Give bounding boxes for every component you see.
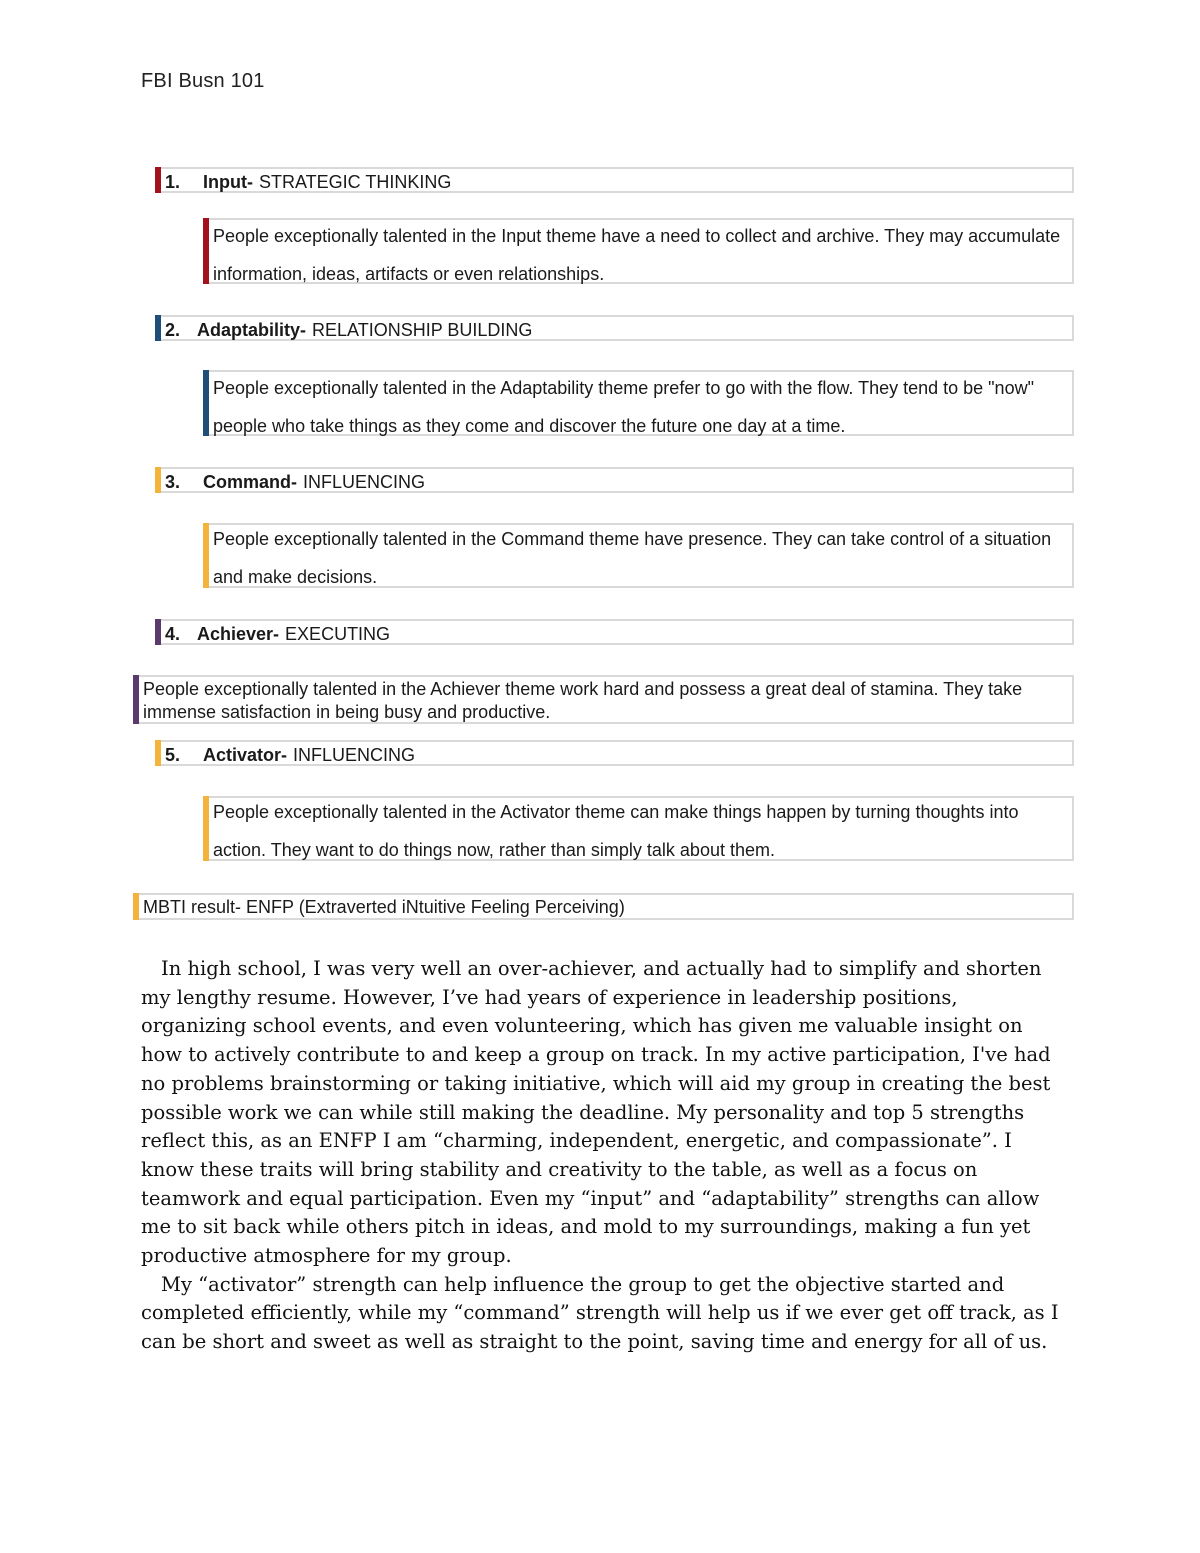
strength-name: Activator- (203, 744, 288, 765)
strength-heading (155, 619, 1074, 645)
strength-description (203, 218, 1074, 284)
strength-category: EXECUTING (285, 623, 391, 644)
description-text: People exceptionally talented in the Command theme have presence. They can take control of a situation and make decisions. (213, 529, 1052, 587)
strength-category: STRATEGIC THINKING (258, 171, 452, 192)
strength-number: 3. (165, 471, 181, 492)
description-text: People exceptionally talented in the Adaptability theme prefer to go with the flow. They tend to be "now" people who take things as they come and discover the future one day at a time. (213, 378, 1034, 436)
strength-number: 2. (165, 319, 181, 340)
strength-name: Achiever- (197, 623, 280, 644)
theme-color-bar (155, 167, 161, 193)
strength-description (203, 523, 1074, 588)
strength-heading (155, 740, 1074, 766)
theme-color-bar (155, 619, 161, 645)
theme-color-bar (203, 218, 209, 284)
mbti-text: MBTI result- ENFP (Extraverted iNtuitive Feeling Perceiving) (143, 897, 625, 917)
course-header: FBI Busn 101 (141, 70, 265, 92)
theme-color-bar (203, 370, 209, 436)
strength-category: INFLUENCING (303, 471, 426, 492)
strength-number: 5. (165, 744, 181, 765)
strength-name: Adaptability- (197, 319, 307, 340)
strength-number: 4. (165, 623, 181, 644)
strength-name: Command- (203, 471, 297, 492)
description-text: People exceptionally talented in the Activator theme can make things happen by turning thoughts into action. They want to do things now, rather than simply talk about them. (213, 802, 1019, 860)
essay-paragraph: In high school, I was very well an over-achiever, and actually had to simplify and shorten my lengthy resume. However, I’ve had years of experience in leadership positions, organizing school events, and even volunteering, which has given me valuable insight on how to actively contribute to and keep a group on track. In my active participation, I've had no problems brainstorming or taking initiative, which will aid my group in creating the best possible work we can while still making the deadline. My personality and top 5 strengths reflect this, as an ENFP I am “charming, independent, energetic, and compassionate”. I know these traits will bring stability and creativity to the table, as well as a focus on teamwork and equal participation. Even my “input” and “adaptability” strengths can allow me to sit back while others pitch in ideas, and mold to my surroundings, making a fun yet productive atmosphere for my group. (141, 957, 1051, 1268)
description-text: People exceptionally talented in the Achiever theme work hard and possess a great deal of stamina. They take immense satisfaction in being busy and productive. (143, 679, 1023, 722)
essay-body (141, 955, 1061, 1357)
strength-heading (155, 167, 1074, 193)
strength-description (203, 370, 1074, 436)
strength-category: RELATIONSHIP BUILDING (312, 319, 533, 340)
strength-description (203, 796, 1074, 861)
strength-name: Input- (203, 171, 253, 192)
theme-color-bar (155, 740, 161, 766)
essay-paragraph: My “activator” strength can help influence the group to get the objective started and completed efficiently, while my “command” strength will help us if we ever get off track, as I can be short and sweet as well as straight to the point, saving time and energy for all of us. (141, 1272, 1059, 1354)
theme-color-bar (133, 893, 139, 920)
strength-category: INFLUENCING (293, 744, 416, 765)
theme-color-bar (155, 315, 161, 341)
mbti-result (133, 893, 1074, 920)
strength-heading (155, 467, 1074, 493)
strength-heading (155, 315, 1074, 341)
strength-number: 1. (165, 171, 181, 192)
theme-color-bar (203, 796, 209, 861)
strength-description (133, 675, 1074, 724)
theme-color-bar (155, 467, 161, 493)
theme-color-bar (133, 675, 139, 724)
description-text: People exceptionally talented in the Input theme have a need to collect and archive. They may accumulate information, ideas, artifacts or even relationships. (213, 226, 1061, 284)
theme-color-bar (203, 523, 209, 588)
